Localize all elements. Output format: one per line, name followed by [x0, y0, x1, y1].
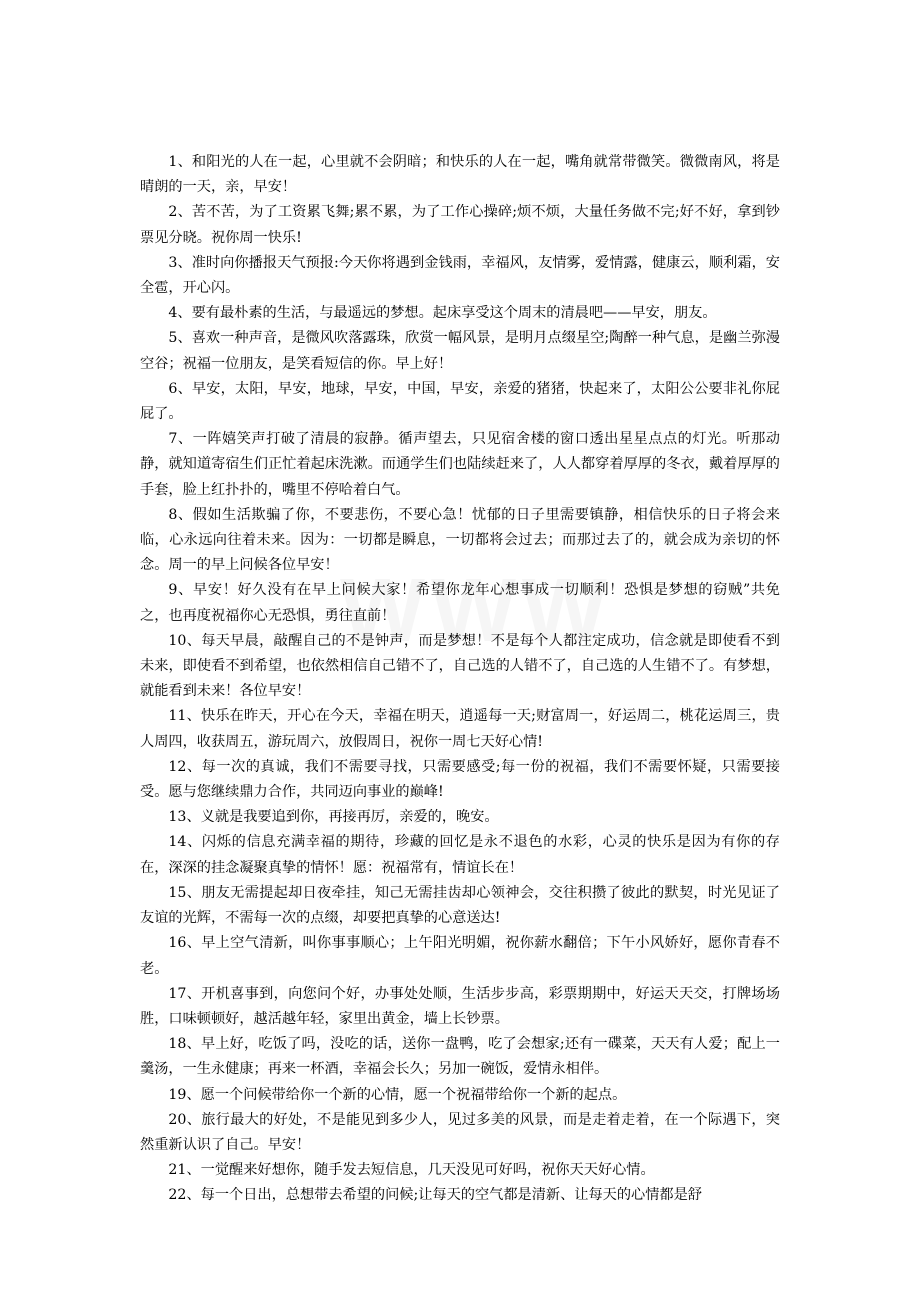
paragraph-9: 9、早安！好久没有在早上问候大家！希望你龙年心想事成一切顺利！恐惧是梦想的窃贼”共免之，也再度祝福你心无恐惧，勇往直前！ — [140, 582, 780, 624]
paragraph-5: 5、喜欢一种声音，是微风吹落露珠，欣赏一幅风景，是明月点缀星空;陶醉一种气息，是幽兰弥漫空谷；祝福一位朋友，是笑看短信的你。早上好！ — [140, 330, 780, 372]
paragraph-21: 21、一觉醒来好想你，随手发去短信息，几天没见可好吗，祝你天天好心情。 — [168, 1162, 655, 1179]
paragraph-13: 13、义就是我要追到你，再接再厉，亲爱的，晚安。 — [168, 809, 499, 826]
paragraph-14: 14、闪烁的信息充满幸福的期待，珍藏的回忆是永不退色的水彩，心灵的快乐是因为有你的存在，深深的挂念凝聚真挚的情怀！愿：祝福常有，情谊长在！ — [140, 834, 780, 876]
paragraph-19: 19、愿一个问候带给你一个新的心情，愿一个祝福带给你一个新的起点。 — [168, 1086, 627, 1103]
paragraph-22: 22、每一个日出，总想带去希望的问候;让每天的空气都是清新、让每天的心情都是舒 — [168, 1187, 702, 1204]
paragraph-3: 3、准时向你播报天气预报:今天你将遇到金钱雨，幸福风，友情雾，爱情露，健康云，顺利霜，安全雹，开心闪。 — [140, 254, 780, 297]
paragraph-11: 11、快乐在昨天，开心在今天，幸福在明天，逍遥每一天;财富周一，好运周二，桃花运周三，贵人周四，收获周五，游玩周六，放假周日，祝你一周七天好心情! — [140, 708, 780, 750]
paragraph-1: 1、和阳光的人在一起，心里就不会阴暗；和快乐的人在一起，嘴角就常带微笑。微微南风，将是晴朗的一天，亲，早安！ — [140, 154, 780, 196]
document-body — [140, 150, 780, 1209]
paragraph-15: 15、朋友无需提起却日夜牵挂，知己无需挂齿却心领神会，交往积攒了彼此的默契，时光见证了友谊的光辉，不需每一次的点缀，却要把真挚的心意送达! — [140, 884, 780, 927]
paragraph-16: 16、早上空气清新，叫你事事顺心；上午阳光明媚，祝你薪水翻倍；下午小风娇好，愿你青春不老。 — [140, 935, 780, 977]
paragraph-7: 7、一阵嬉笑声打破了清晨的寂静。循声望去，只见宿舍楼的窗口透出星星点点的灯光。听那动静，就知道寄宿生们正忙着起床洗漱。而通学生们也陆续赶来了，人人都穿着厚厚的冬衣，戴着厚厚的手套，脸上红扑扑的，嘴里不停哈着白气。 — [140, 431, 780, 498]
paragraph-6: 6、早安，太阳，早安，地球，早安，中国，早安，亲爱的猪猪，快起来了，太阳公公要非礼你屁屁了。 — [140, 380, 780, 423]
paragraph-20: 20、旅行最大的好处，不是能见到多少人，见过多美的风景，而是走着走着，在一个际遇下，突然重新认识了自己。早安！ — [140, 1111, 780, 1153]
paragraph-10: 10、每天早晨，敲醒自己的不是钟声，而是梦想！不是每个人都注定成功，信念就是即使看不到未来，即使看不到希望，也依然相信自己错不了，自己选的人错不了，自己选的人生错不了。有梦想，就能看到未来！各位早安！ — [140, 632, 780, 700]
paragraph-17: 17、开机喜事到，向您问个好，办事处处顺，生活步步高，彩票期期中，好运天天交，打牌场场胜，口味顿顿好，越活越年轻，家里出黄金，墙上长钞票。 — [140, 985, 780, 1027]
paragraph-18: 18、早上好，吃饭了吗，没吃的话，送你一盘鸭，吃了会想家;还有一碟菜，天天有人爱；配上一羹汤，一生永健康；再来一杯酒，幸福会长久；另加一碗饭，爱情永相伴。 — [140, 1036, 780, 1078]
paragraph-8: 8、假如生活欺骗了你，不要悲伤，不要心急！忧郁的日子里需要镇静，相信快乐的日子将会来临，心永远向往着未来。因为：一切都是瞬息，一切都将会过去；而那过去了的，就会成为亲切的怀念。周一的早上问候各位早安！ — [140, 506, 780, 574]
paragraph-12: 12、每一次的真诚，我们不需要寻找，只需要感受;每一份的祝福，我们不需要怀疑，只需要接受。愿与您继续鼎力合作，共同迈向事业的巅峰! — [140, 758, 780, 801]
paragraph-2: 2、苦不苦，为了工资累飞舞;累不累，为了工作心操碎;烦不烦，大量任务做不完;好不好，拿到钞票见分晓。祝你周一快乐! — [140, 204, 780, 246]
paragraph-4: 4、要有最朴素的生活，与最遥远的梦想。起床享受这个周末的清晨吧——早安，朋友。 — [168, 305, 717, 322]
